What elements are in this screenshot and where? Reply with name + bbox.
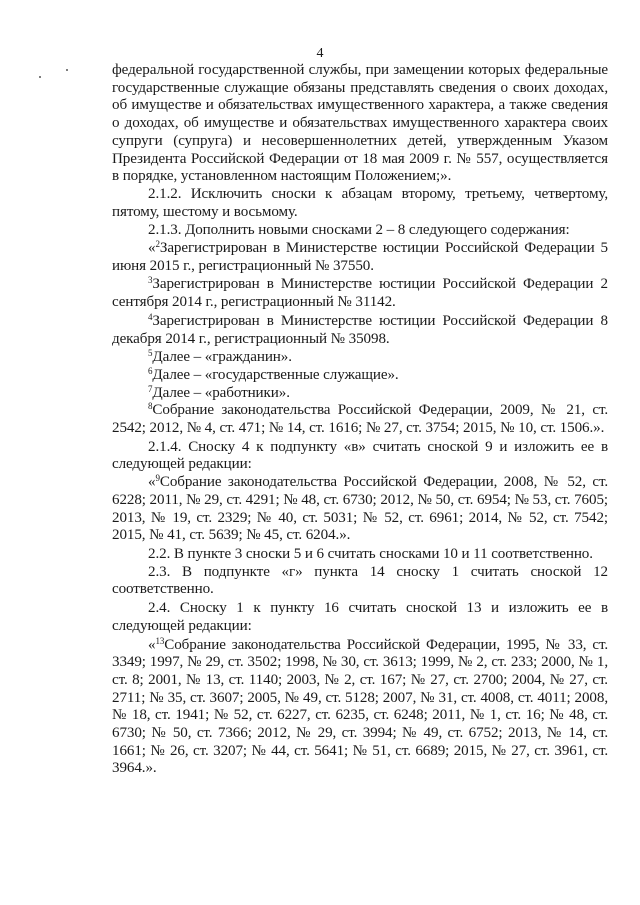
paragraph-2-2: 2.2. В пункте 3 сноски 5 и 6 считать сносками 10 и 11 соответственно. <box>148 545 593 562</box>
footnote-2: «$^2$Зарегистрирован в Министерстве юстиции Российской Федерации 5 июня 2015 г., регистрационный № 37550. <box>112 239 608 274</box>
footnote-9: «$^9$Собрание законодательства Российской Федерации, 2008, № 52, ст. 6228; 2011, № 29, ст. 4291; № 48, ст. 6730; 2012, № 50, ст. 6954; № 53, ст. 7605; 2013, № 19, ст. 2329; № 40, ст. 5031; № 52, ст. 6961; 2014, № 52, ст. 7542; 2015, № 41, ст. 5639; № 45, ст. 6204.». <box>112 473 608 544</box>
footnote-marker: 7 <box>148 383 153 394</box>
footnote-6: $^6$Далее – «государственные служащие». <box>148 365 399 383</box>
paragraph-2-1-3: 2.1.3. Дополнить новыми сносками 2 – 8 следующего содержания: <box>148 222 570 239</box>
footnote-marker: 9 <box>155 473 160 484</box>
scan-speck <box>39 76 41 78</box>
footnote-5: $^5$Далее – «гражданин». <box>148 348 292 366</box>
footnote-marker: 3 <box>148 275 153 286</box>
paragraph-2-3: 2.3. В подпункте «г» пункта 14 сноску 1 считать сноской 12 соответственно. <box>112 563 608 598</box>
footnote-7: $^7$Далее – «работники». <box>148 383 290 401</box>
footnote-marker: 5 <box>148 348 153 359</box>
paragraph-continuation: федеральной государственной службы, при замещении которых федеральные государственные служащие обязаны представлять сведения о своих доходах, об имуществе и обязательствах имущественного характера, а также сведения о доходах, об имуществе и обязательствах имущественного характера своих супруги (супруга) и несовершеннолетних детей, утвержденным Указом Президента Российской Федерации от 18 мая 2009 г. № 557, осуществляется в порядке, установленном настоящим Положением;». <box>112 62 608 185</box>
paragraph-2-1-2: 2.1.2. Исключить сноски к абзацам второму, третьему, четвертому, пятому, шестому и восьмому. <box>112 185 608 220</box>
footnote-3: $^3$Зарегистрирован в Министерстве юстиции Российской Федерации 2 сентября 2014 г., регистрационный № 31142. <box>112 275 608 311</box>
footnote-4: $^4$Зарегистрирован в Министерстве юстиции Российской Федерации 8 декабря 2014 г., регистрационный № 35098. <box>112 311 608 347</box>
paragraph-2-1-4: 2.1.4. Сноску 4 к подпункту «в» считать сноской 9 и изложить ее в следующей редакции: <box>112 438 608 473</box>
footnote-marker: 4 <box>148 311 153 322</box>
scan-speck <box>66 69 68 71</box>
document-body <box>112 62 608 778</box>
footnote-marker: 6 <box>148 365 153 376</box>
footnote-marker: 13 <box>155 635 165 646</box>
paragraph-2-4: 2.4. Сноску 1 к пункту 16 считать сноской 13 и изложить ее в следующей редакции: <box>112 600 608 634</box>
footnote-13: «$^{13}$Собрание законодательства Российской Федерации, 1995, № 33, ст. 3349; 1997, № 29, ст. 3502; 1998, № 30, ст. 3613; 1999, № 2, ст. 233; 2000, № 1, ст. 8; 2001, № 13, ст. 1140; 2003, № 2, ст. 167; № 27, ст. 2700; 2004, № 27, ст. 2711; № 35, ст. 3607; 2005, № 49, ст. 5128; 2007, № 31, ст. 4008, ст. 4011; 2008, № 18, ст. 1941; № 52, ст. 6227, ст. 6235, ст. 6248; 2011, № 1, ст. 16; № 48, ст. 6730; № 50, ст. 7366; 2012, № 29, ст. 3994; № 49, ст. 6752; 2013, № 14, ст. 1661; № 26, ст. 3207; № 44, ст. 5641; № 51, ст. 6689; 2015, № 27, ст. 3961, ст. 3964.». <box>112 635 608 777</box>
page-number: 4 <box>316 46 324 61</box>
footnote-marker: 2 <box>155 239 160 250</box>
footnote-marker: 8 <box>148 401 153 412</box>
footnote-8: $^8$Собрание законодательства Российской Федерации, 2009, № 21, ст. 2542; 2012, № 4, ст. 471; № 14, ст. 1616; № 27, ст. 3754; 2015, № 10, ст. 1506.». <box>112 401 608 437</box>
